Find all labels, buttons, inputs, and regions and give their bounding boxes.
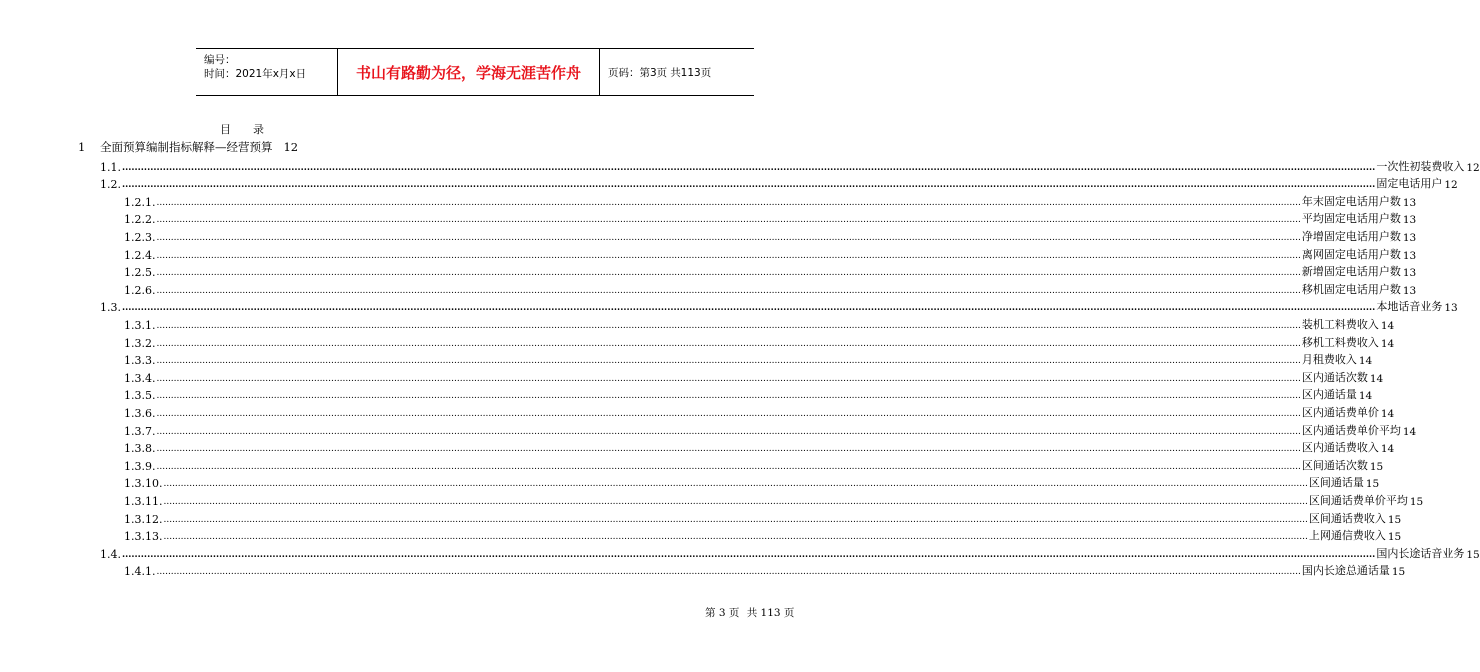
toc-entry-number: 1.3.3. (124, 354, 156, 368)
toc-chapter-entry[interactable] (78, 139, 298, 155)
toc-entry-title: 离网固定电话用户数 (1301, 247, 1401, 261)
toc-entry-page: 13 (1402, 214, 1417, 227)
toc-leader-dots: ................................................................................................................................................................................................................................................................................................................................................................................................................ (156, 285, 1301, 296)
toc-entry-page: 13 (1402, 249, 1417, 262)
toc-entry-number: 1.3.1. (124, 318, 156, 332)
toc-entry-number: 1.3.5. (124, 389, 156, 403)
toc-entry-title: 月租费收入 (1301, 353, 1357, 367)
toc-entry-number: 1.3.9. (124, 459, 156, 473)
header-page-total: 共113页 (670, 66, 712, 79)
toc-entry[interactable] (124, 262, 1417, 280)
toc-entry[interactable] (124, 526, 1402, 544)
toc-entry-page: 15 (1369, 460, 1384, 473)
toc-entry-page: 13 (1402, 267, 1417, 280)
toc-entry-page: 14 (1380, 443, 1395, 456)
toc-entry-number: 1.3.4. (124, 371, 156, 385)
page-footer (705, 605, 798, 620)
toc-entry-page: 15 (1387, 513, 1402, 526)
toc-entry-number: 1.3.13. (124, 530, 163, 544)
toc-entry[interactable] (124, 244, 1417, 262)
toc-entry-page: 15 (1466, 548, 1480, 561)
footer-page-current: 第 3 页 (705, 607, 740, 619)
toc-entry-title: 移机工料费收入 (1301, 335, 1379, 349)
toc-leader-dots: ................................................................................................................................................................................................................................................................................................................................................................................................................ (156, 567, 1301, 578)
toc-leader-dots: ................................................................................................................................................................................................................................................................................................................................................................................................................ (156, 232, 1301, 243)
toc-entry-page: 13 (1402, 231, 1417, 244)
toc-entry[interactable] (124, 226, 1417, 244)
toc-entry-title: 国内长途话音业务 (1376, 546, 1465, 560)
toc-entry-title: 上网通信费收入 (1308, 529, 1386, 543)
toc-entry[interactable] (100, 156, 1480, 174)
toc-entry-title: 新增固定电话用户数 (1301, 265, 1401, 279)
toc-entry-number: 1.3.10. (124, 477, 163, 491)
toc-entry-page: 14 (1369, 372, 1384, 385)
toc-entry-title: 平均固定电话用户数 (1301, 212, 1401, 226)
toc-leader-dots: ................................................................................................................................................................................................................................................................................................................................................................................................................ (122, 303, 1376, 314)
toc-entry-title: 装机工料费收入 (1301, 317, 1379, 331)
toc-entry-number: 1.2.6. (124, 283, 156, 297)
toc-entry-page: 15 (1365, 478, 1380, 491)
toc-entry[interactable] (124, 490, 1424, 508)
time-label: 时间：2021年x月x日 (204, 68, 307, 80)
toc-entry-title: 净增固定电话用户数 (1301, 229, 1401, 243)
toc-leader-dots: ................................................................................................................................................................................................................................................................................................................................................................................................................ (163, 496, 1308, 507)
toc-entry-title: 年末固定电话用户数 (1301, 194, 1401, 208)
toc-entry-title: 固定电话用户 (1376, 177, 1443, 191)
toc-entry[interactable] (124, 402, 1395, 420)
toc-entry-title: 一次性初装费收入 (1376, 159, 1465, 173)
toc-title-left: 目 (220, 123, 231, 136)
toc-entry-title: 区内通话费收入 (1301, 441, 1379, 455)
toc-entry-number: 1.3.12. (124, 512, 163, 526)
toc-entry-number: 1.1. (100, 160, 121, 174)
toc-entry[interactable] (100, 297, 1458, 315)
toc-chapter-page: 12 (283, 140, 299, 154)
toc-leader-dots: ................................................................................................................................................................................................................................................................................................................................................................................................................ (122, 549, 1376, 560)
toc-entry[interactable] (100, 543, 1480, 561)
toc-entry[interactable] (124, 385, 1373, 403)
header-page-label: 页码：第3页 (608, 66, 668, 79)
toc-entry-page: 12 (1444, 179, 1458, 192)
toc-entry[interactable] (100, 174, 1458, 192)
toc-entry-number: 1.3.6. (124, 406, 156, 420)
toc-entry[interactable] (124, 279, 1417, 297)
toc-entry[interactable] (124, 561, 1406, 579)
toc-entry[interactable] (124, 420, 1417, 438)
toc-leader-dots: ................................................................................................................................................................................................................................................................................................................................................................................................................ (156, 426, 1301, 437)
toc-entry-title: 移机固定电话用户数 (1301, 282, 1401, 296)
toc-entry-page: 15 (1391, 566, 1406, 579)
toc-entry[interactable] (124, 314, 1395, 332)
toc-chapter-title: 全面预算编制指标解释—经营预算 (100, 140, 273, 154)
toc-leader-dots: ................................................................................................................................................................................................................................................................................................................................................................................................................ (156, 373, 1301, 384)
toc-entry-page: 14 (1402, 425, 1417, 438)
toc-entry-number: 1.2.1. (124, 195, 156, 209)
toc-leader-dots: ................................................................................................................................................................................................................................................................................................................................................................................................................ (156, 391, 1301, 402)
toc-entry-page: 14 (1380, 337, 1395, 350)
toc-entry[interactable] (124, 473, 1380, 491)
header-motto: 书山有路勤为径，学海无涯苦作舟 (338, 49, 600, 95)
toc-entry-page: 13 (1444, 302, 1458, 315)
code-label: 编号： (204, 54, 236, 66)
toc-entry-page: 14 (1358, 355, 1373, 368)
toc-entry-number: 1.2.3. (124, 230, 156, 244)
toc-entry-title: 区间通话费单价平均 (1308, 493, 1408, 507)
toc-entry-title: 区间通话费收入 (1308, 511, 1386, 525)
header-meta (196, 49, 338, 95)
toc-entry-page: 13 (1402, 196, 1417, 209)
toc-entry-number: 1.3.11. (124, 494, 163, 508)
toc-entry[interactable] (124, 209, 1417, 227)
toc-entry-page: 15 (1387, 531, 1402, 544)
toc-leader-dots: ................................................................................................................................................................................................................................................................................................................................................................................................................ (156, 215, 1301, 226)
toc-entry-number: 1.2.5. (124, 266, 156, 280)
toc-entry-page: 14 (1380, 407, 1395, 420)
toc-entry-page: 15 (1409, 495, 1424, 508)
toc-entry-page: 13 (1402, 284, 1417, 297)
toc-entry-number: 1.2.4. (124, 248, 156, 262)
toc-entry-title: 区内通话费单价 (1301, 405, 1379, 419)
toc-leader-dots: ................................................................................................................................................................................................................................................................................................................................................................................................................ (156, 356, 1301, 367)
toc-entry-number: 1.3.8. (124, 442, 156, 456)
toc-leader-dots: ................................................................................................................................................................................................................................................................................................................................................................................................................ (156, 268, 1301, 279)
toc-entry-title: 区间通话量 (1308, 476, 1364, 490)
toc-title-right: 录 (253, 123, 264, 136)
toc-leader-dots: ................................................................................................................................................................................................................................................................................................................................................................................................................ (156, 338, 1301, 349)
toc-entry-number: 1.3.2. (124, 336, 156, 350)
toc-entry[interactable] (124, 438, 1395, 456)
toc-leader-dots: ................................................................................................................................................................................................................................................................................................................................................................................................................ (156, 197, 1301, 208)
toc-entry[interactable] (124, 367, 1384, 385)
toc-leader-dots: ................................................................................................................................................................................................................................................................................................................................................................................................................ (122, 180, 1376, 191)
page-header (196, 48, 754, 96)
toc-entry[interactable] (124, 191, 1417, 209)
toc-entry-page: 12 (1466, 161, 1480, 174)
toc-entry-number: 1.3.7. (124, 424, 156, 438)
toc-leader-dots: ................................................................................................................................................................................................................................................................................................................................................................................................................ (156, 408, 1301, 419)
toc-entry-number: 1.2. (100, 178, 121, 192)
toc-leader-dots: ................................................................................................................................................................................................................................................................................................................................................................................................................ (156, 250, 1301, 261)
toc-entry-title: 区内通话次数 (1301, 370, 1368, 384)
toc-entry-number: 1.4.1. (124, 565, 156, 579)
toc-entry-title: 区内通话费单价平均 (1301, 423, 1401, 437)
toc-entry[interactable] (124, 350, 1373, 368)
toc-entry-title: 区间通话次数 (1301, 458, 1368, 472)
toc-leader-dots: ................................................................................................................................................................................................................................................................................................................................................................................................................ (163, 514, 1308, 525)
toc-leader-dots: ................................................................................................................................................................................................................................................................................................................................................................................................................ (163, 532, 1308, 543)
toc-title (220, 121, 264, 137)
header-page-info (600, 49, 754, 95)
toc-entry-page: 14 (1358, 390, 1373, 403)
toc-entry-title: 国内长途总通话量 (1301, 564, 1390, 578)
toc-entry-title: 区内通话量 (1301, 388, 1357, 402)
toc-entry[interactable] (124, 508, 1402, 526)
toc-entry-number: 1.2.2. (124, 213, 156, 227)
toc-entry-page: 14 (1380, 319, 1395, 332)
toc-leader-dots: ................................................................................................................................................................................................................................................................................................................................................................................................................ (156, 444, 1301, 455)
toc-chapter-number: 1 (78, 140, 86, 154)
footer-page-total: 共 113 页 (746, 607, 795, 619)
toc-entry-number: 1.4. (100, 547, 121, 561)
toc-entry[interactable] (124, 455, 1384, 473)
toc-leader-dots: ................................................................................................................................................................................................................................................................................................................................................................................................................ (156, 320, 1301, 331)
toc-leader-dots: ................................................................................................................................................................................................................................................................................................................................................................................................................ (122, 162, 1376, 173)
toc-entry[interactable] (124, 332, 1395, 350)
toc-leader-dots: ................................................................................................................................................................................................................................................................................................................................................................................................................ (163, 479, 1308, 490)
toc-leader-dots: ................................................................................................................................................................................................................................................................................................................................................................................................................ (156, 461, 1301, 472)
toc-entry-title: 本地话音业务 (1376, 300, 1443, 314)
toc-entry-number: 1.3. (100, 301, 121, 315)
